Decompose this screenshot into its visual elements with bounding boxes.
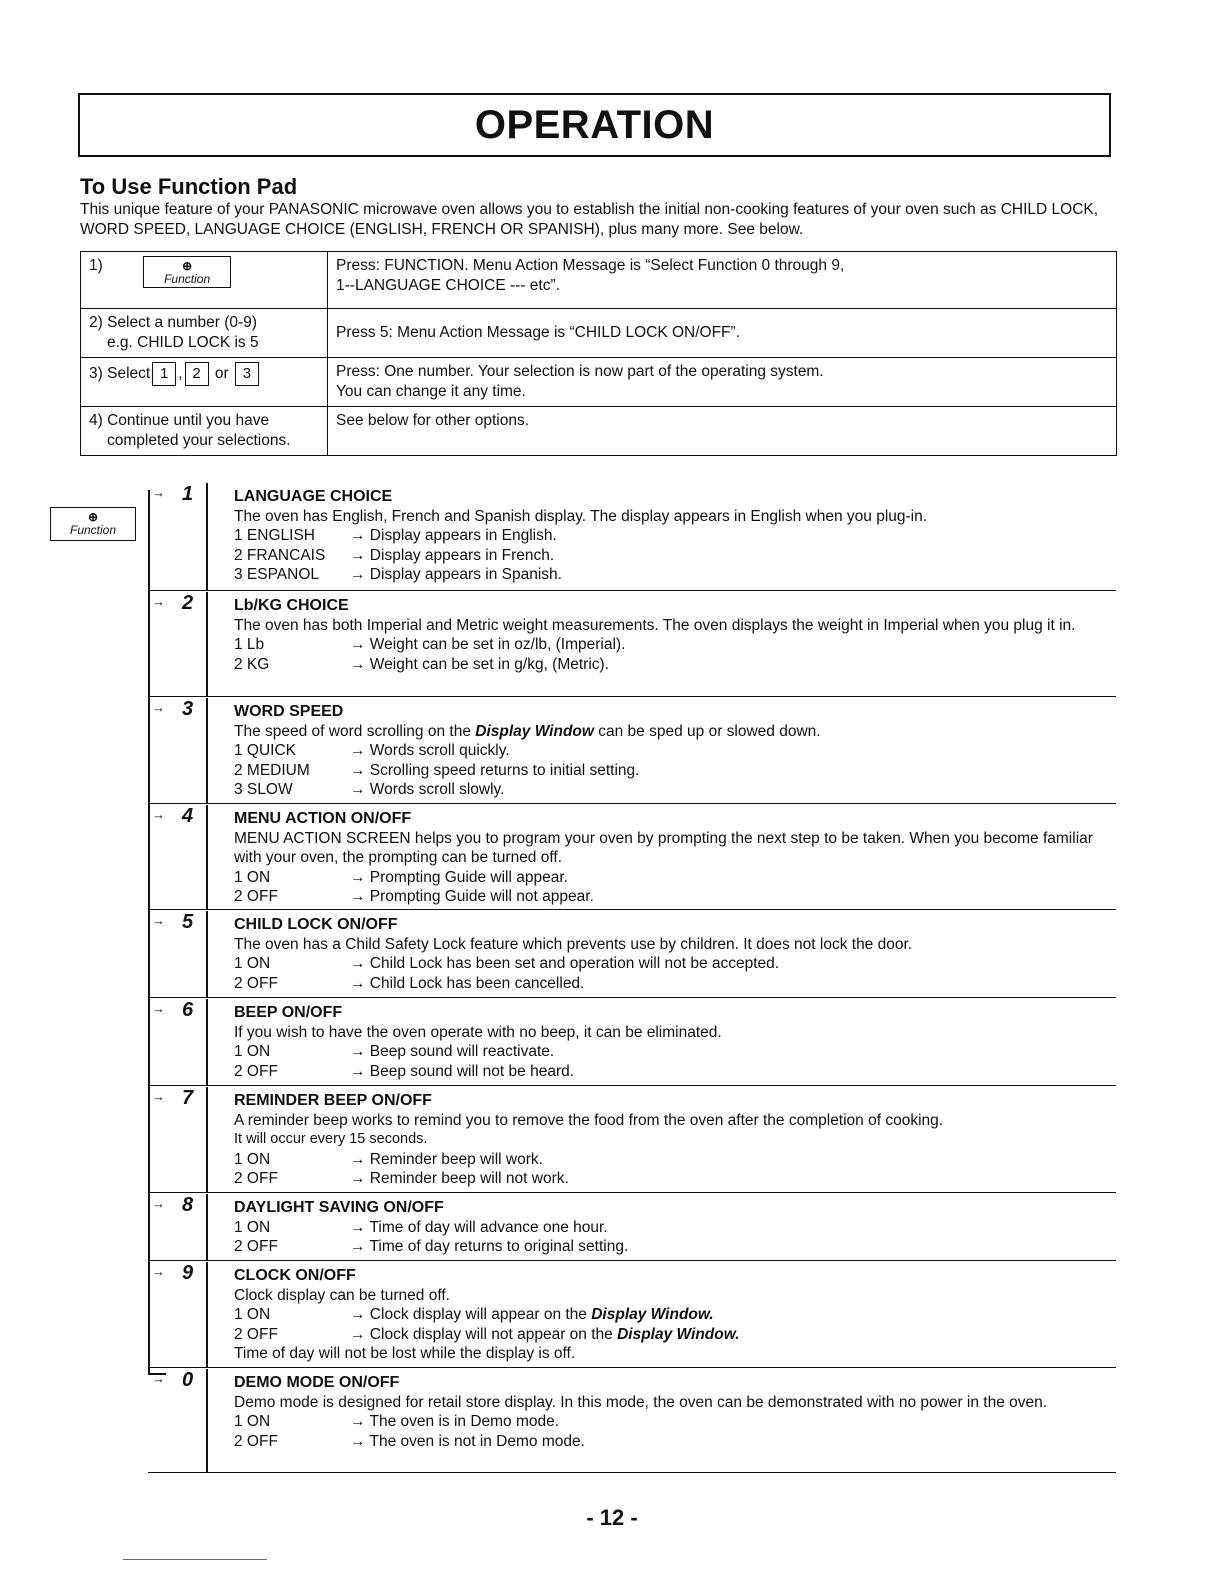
choice-row: 1 QUICK → Words scroll quickly. <box>234 742 510 759</box>
option-title: BEEP ON/OFF <box>234 1004 343 1021</box>
step-text: 2) Select a number (0-9) <box>89 314 257 331</box>
function-key-side-icon: ⊕ Function <box>50 507 136 541</box>
choice-row: 1 ON → Beep sound will reactivate. <box>234 1043 555 1060</box>
arrow-icon: → <box>152 700 165 715</box>
key-1-icon: 1 <box>152 362 176 386</box>
arrow-icon: → <box>152 913 165 928</box>
choice-row: 2 OFF → Time of day returns to original setting. <box>234 1238 629 1255</box>
choice-row: 2 OFF → The oven is not in Demo mode. <box>234 1432 585 1450</box>
option-title: WORD SPEED <box>234 703 344 720</box>
arrow-icon: → <box>152 594 165 609</box>
choice-row: 1 ENGLISH → Display appears in English. <box>234 527 557 544</box>
choice-row: 2 OFF → Child Lock has been cancelled. <box>234 974 585 992</box>
option-beep <box>148 999 1116 1086</box>
section-heading: To Use Function Pad <box>80 174 298 199</box>
option-language <box>148 483 1116 591</box>
step-number: 3) <box>89 365 103 383</box>
option-demo-mode <box>148 1369 1116 1473</box>
option-title: Lb/KG CHOICE <box>234 597 349 614</box>
choice-row: 1 ON → The oven is in Demo mode. <box>234 1413 560 1430</box>
option-number: 2 <box>182 592 194 614</box>
option-number: 6 <box>182 999 194 1021</box>
choice-row: 2 FRANCAIS → Display appears in French. <box>234 546 555 564</box>
step-text: e.g. CHILD LOCK is 5 <box>107 334 259 351</box>
steps-table <box>80 251 1117 456</box>
step-text: 4) Continue until you have <box>89 412 270 429</box>
page-title: OPERATION <box>474 103 715 147</box>
key-3-icon: 3 <box>235 362 259 386</box>
option-desc: The oven has both Imperial and Metric weight measurements. The oven displays the weight in Imperial when you plug it in. <box>234 616 1076 634</box>
option-title: REMINDER BEEP ON/OFF <box>234 1092 432 1109</box>
option-daylight-saving <box>148 1194 1116 1261</box>
step-number: 1) <box>89 257 103 274</box>
choice-row: 2 OFF → Beep sound will not be heard. <box>234 1062 575 1080</box>
step-text: completed your selections. <box>107 432 291 449</box>
option-desc: The oven has English, French and Spanish display. The display appears in English when you plug-in. <box>234 507 928 525</box>
option-number: 1 <box>182 483 194 505</box>
option-lb-kg <box>148 592 1116 697</box>
step-text: Press 5: Menu Action Message is “CHILD LOCK ON/OFF”. <box>336 324 740 341</box>
step-row-1 <box>81 252 1117 309</box>
step-text: 1--LANGUAGE CHOICE --- etc”. <box>336 277 560 294</box>
step-text: Press: FUNCTION. Menu Action Message is “Select Function 0 through 9, <box>336 257 845 274</box>
option-number: 8 <box>182 1194 194 1216</box>
choice-row: 2 OFF → Clock display will not appear on the Display Window. <box>234 1325 740 1343</box>
option-desc: A reminder beep works to remind you to remove the food from the oven after the completion of cooking. <box>234 1111 944 1129</box>
option-number: 5 <box>182 911 194 933</box>
option-title: CLOCK ON/OFF <box>234 1267 356 1284</box>
arrow-icon: → <box>152 1371 165 1386</box>
section-intro: This unique feature of your PANASONIC microwave oven allows you to establish the initial non-cooking features of your oven such as CHILD LOCK, WORD SPEED, LANGUAGE CHOICE (ENGLISH, FRENCH OR SPANISH), plus many more. See below. <box>80 201 1099 238</box>
step-text: You can change it any time. <box>336 383 526 400</box>
option-number: 4 <box>182 805 194 827</box>
arrow-icon: → <box>152 807 165 822</box>
or-label: or <box>214 365 229 383</box>
page-number: - 12 - <box>586 1505 638 1530</box>
choice-row: 1 ON → Clock display will appear on the Display Window. <box>234 1306 714 1323</box>
choice-row: 3 SLOW → Words scroll slowly. <box>234 781 505 798</box>
option-number: 7 <box>182 1087 194 1109</box>
option-desc: If you wish to have the oven operate with no beep, it can be eliminated. <box>234 1023 722 1041</box>
choice-row: 1 ON → Prompting Guide will appear. <box>234 868 568 886</box>
option-title: LANGUAGE CHOICE <box>234 488 393 505</box>
choice-row: 2 OFF → Reminder beep will not work. <box>234 1170 569 1187</box>
choice-row: 3 ESPANOL → Display appears in Spanish. <box>234 566 562 583</box>
option-note: Time of day will not be lost while the display is off. <box>234 1345 576 1362</box>
option-desc: MENU ACTION SCREEN helps you to program your oven by prompting the next step to be taken. When you become familiar with your oven, the prompting can be turned off. <box>234 829 1093 866</box>
choice-row: 1 ON → Reminder beep will work. <box>234 1150 543 1168</box>
arrow-icon: → <box>152 1264 165 1279</box>
option-desc: Clock display can be turned off. <box>234 1286 450 1304</box>
choice-row: 2 MEDIUM → Scrolling speed returns to initial setting. <box>234 761 640 779</box>
step-row-3 <box>81 358 1117 407</box>
option-number: 9 <box>182 1262 194 1284</box>
arrow-icon: → <box>152 1196 165 1211</box>
option-reminder-beep <box>148 1087 1116 1193</box>
arrow-icon: → <box>152 1089 165 1104</box>
key-2-icon: 2 <box>185 362 209 386</box>
choice-row: 2 KG → Weight can be set in g/kg, (Metric). <box>234 655 610 673</box>
step-row-4 <box>81 407 1117 456</box>
option-menu-action <box>148 805 1116 910</box>
option-child-lock <box>148 911 1116 998</box>
choice-row: 1 ON → Time of day will advance one hour. <box>234 1218 608 1236</box>
option-clock <box>148 1262 1116 1368</box>
option-number: 3 <box>182 698 194 720</box>
select-label: Select <box>107 365 151 383</box>
option-title: CHILD LOCK ON/OFF <box>234 916 398 933</box>
option-title: DEMO MODE ON/OFF <box>234 1374 400 1391</box>
function-key-icon: ⊕ Function <box>143 256 231 288</box>
choice-row: 1 Lb → Weight can be set in oz/lb, (Imperial). <box>234 636 626 653</box>
arrow-icon: → <box>152 485 165 500</box>
option-desc: It will occur every 15 seconds. <box>234 1131 428 1147</box>
arrow-icon: → <box>152 1001 165 1016</box>
option-desc: The speed of word scrolling on the Display Window can be sped up or slowed down. <box>234 722 821 740</box>
option-desc: The oven has a Child Safety Lock feature which prevents use by children. It does not lock the door. <box>234 935 913 953</box>
option-title: MENU ACTION ON/OFF <box>234 810 412 827</box>
option-title: DAYLIGHT SAVING ON/OFF <box>234 1199 444 1216</box>
option-number: 0 <box>182 1369 194 1391</box>
choice-row: 2 OFF → Prompting Guide will not appear. <box>234 888 594 905</box>
option-word-speed <box>148 698 1116 804</box>
choice-row: 1 ON → Child Lock has been set and operation will not be accepted. <box>234 955 780 972</box>
comma: , <box>178 365 183 383</box>
step-text: Press: One number. Your selection is now part of the operating system. <box>336 363 824 380</box>
option-desc: Demo mode is designed for retail store display. In this mode, the oven can be demonstrated with no power in the oven. <box>234 1393 1048 1411</box>
step-row-2 <box>81 309 1117 358</box>
title-box <box>78 93 1111 157</box>
footer-rule <box>123 1559 267 1560</box>
step-text: See below for other options. <box>336 412 530 429</box>
